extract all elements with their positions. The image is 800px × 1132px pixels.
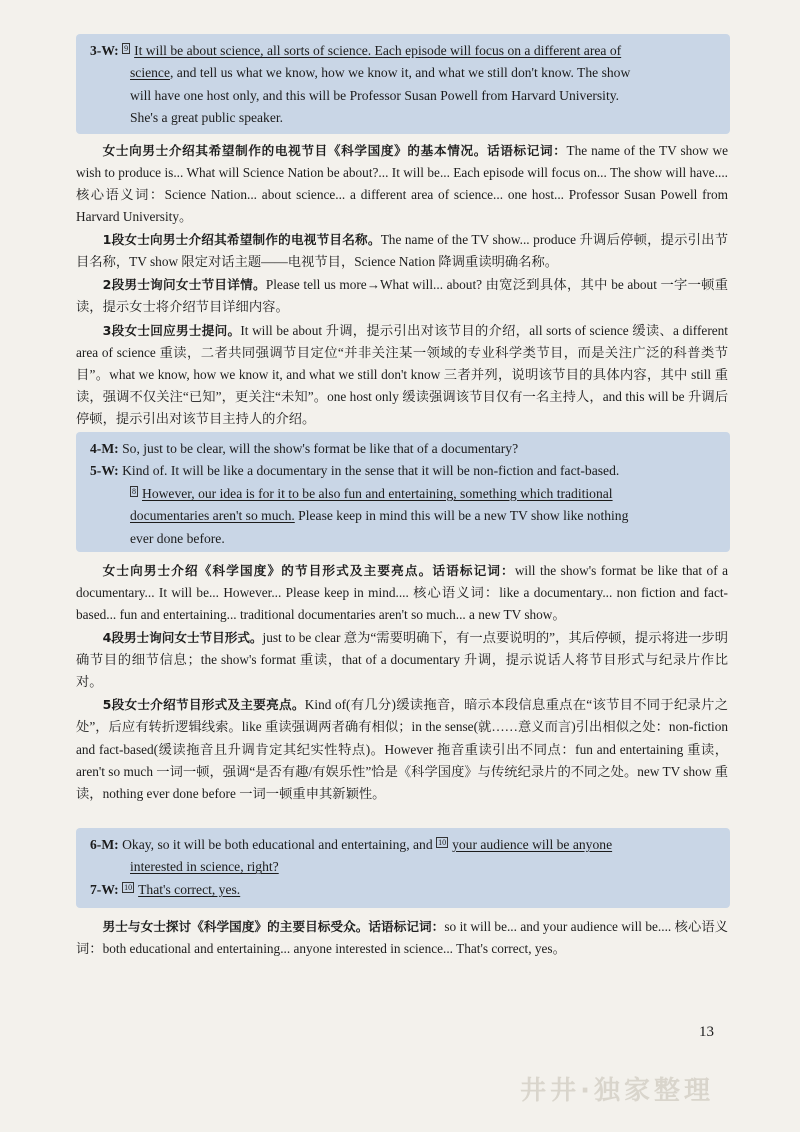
analysis-text: just to be clear 意为“需要明确下，有一点要说明的”，其后停顿，提示将进一步明确节目的细节信息；the show's format 重读，that of a documentary 升调，提示说话人将节目形式与纪录片作比对。 <box>76 630 728 690</box>
dialog-text: Please keep in mind this will be a new TV show like nothing <box>294 508 629 524</box>
analysis-heading: 3段女士回应男士提问。 <box>102 322 241 338</box>
key-sentence: That's correct, yes. <box>138 881 241 897</box>
analysis-heading: 2段男士询问女士节目详情。 <box>102 277 266 293</box>
analysis-section-3 <box>76 916 728 961</box>
speaker-label: 5-W: <box>90 463 119 479</box>
dialog-line: ever done before. <box>130 530 225 546</box>
dialog-line <box>90 40 716 62</box>
analysis-paragraph <box>76 274 728 318</box>
dialog-line: will have one host only, and this will be Professor Susan Powell from Harvard University. <box>130 87 620 103</box>
key-sentence: interested in science, right? <box>130 859 279 875</box>
dialog-line <box>90 438 716 460</box>
analysis-heading: 女士向男士介绍其希望制作的电视节目《科学国度》的基本情况。话语标记词： <box>102 143 567 158</box>
analysis-paragraph <box>76 320 728 430</box>
dialog-box-2 <box>76 432 730 552</box>
dialog-line <box>90 483 716 505</box>
dialog-line: She's a great public speaker. <box>130 110 284 126</box>
analysis-paragraph <box>76 229 728 273</box>
dialog-line <box>90 62 716 84</box>
analysis-section-2 <box>76 560 728 806</box>
key-sentence: science <box>130 65 170 81</box>
analysis-heading: 1段女士向男士介绍其希望制作的电视节目名称。 <box>102 232 381 248</box>
analysis-heading: 女士向男士介绍《科学国度》的节目形式及主要亮点。话语标记词： <box>102 563 515 578</box>
dialog-box-1 <box>76 34 730 134</box>
analysis-text: Please tell us more→What will... about? 由宽泛到具体，其中 be about 一字一顿重读，提示女士将介绍节目详细内容。 <box>76 277 728 315</box>
speaker-label: 3-W: <box>90 43 119 58</box>
footer-watermark: 井井·独家整理 <box>520 1076 714 1106</box>
dialog-text: Kind of. It will be like a documentary in the sense that it will be non-fiction and fact-based. <box>122 463 620 479</box>
question-number-badge: 10 <box>124 882 133 892</box>
dialog-text: , and tell us what we know, how we know it, and what we still don't know. The show <box>170 65 631 81</box>
key-sentence: It will be about science, all sorts of science. Each episode will focus on a different area of <box>134 43 622 58</box>
analysis-text: The name of the TV show we wish to produce is... What will Science Nation be about?... It will be... Each episode will focus on... The show will have.... 核心语义词：Science Nation... about science... a different area of science... one host... Professor Susan Powell from Harvard University。 <box>76 143 729 225</box>
speaker-label: 4-M: <box>90 441 119 456</box>
analysis-paragraph <box>76 627 728 693</box>
speaker-label: 6-M: <box>90 837 119 852</box>
analysis-text: will the show's format be like that of a documentary... It will be... However... Please keep in mind.... 核心语义词：like a documentary... non fiction and fact-based... fun and entertaining... traditional documentaries aren't so much... a new TV show。 <box>76 563 729 623</box>
page-number: 13 <box>699 1024 714 1040</box>
analysis-text: so it will be... and your audience will be.... 核心语义词：both educational and entertaining... anyone interested in science... That's correct, yes。 <box>76 919 729 957</box>
analysis-text: Kind of(有几分)缓读拖音，暗示本段信息重点在“该节目不同于纪录片之处”，后应有转折逻辑线索。like 重读强调两者确有相似；in the sense(就……意义而言)引出相似之处：non-fiction and fact-based(缓读拖音且升调肯定其纪实性特点)。However 拖音重读引出不同点：fun and entertaining 重读，aren't so much 一词一顿，强调“是否有趣/有娱乐性”恰是《科学国度》与传统纪录片的不同之处。new TV show 重读，nothing ever done before 一词一顿重申其新颖性。 <box>76 697 728 801</box>
key-sentence: However, our idea is for it to be also fun and entertaining, something which traditional <box>142 485 613 501</box>
analysis-paragraph <box>76 560 728 626</box>
dialog-line <box>90 856 716 878</box>
analysis-paragraph <box>76 140 728 228</box>
dialog-text: So, just to be clear, will the show's format be like that of a documentary? <box>122 441 519 456</box>
analysis-text: It will be about 升调，提示引出对该节目的介绍，all sorts of science 缓读、a different area of science 重读，二者共同强调节目定位“并非关注某一领域的专业科学类节目，而是关注广泛的科普类节目”。what we know, how we know it, and what we still don't know 三者并列，说明该节目的具体内容，其中 still 重读，强调不仅关注“已知”，更关注“未知”。one host only 缓读强调该节目仅有一名主持人，and this will be 升调后停顿，提示引出对该节目主持人的介绍。 <box>76 322 728 426</box>
analysis-heading: 男士与女士探讨《科学国度》的主要目标受众。话语标记词： <box>102 919 445 934</box>
analysis-paragraph <box>76 694 728 804</box>
question-number-badge: 9 <box>124 44 129 53</box>
dialog-line <box>90 834 716 856</box>
dialog-line <box>90 460 716 482</box>
analysis-paragraph <box>76 916 728 960</box>
analysis-text: The name of the TV show... produce 升调后停顿，提示引出节目名称，TV show 限定对话主题——电视节目，Science Nation 降调重读明确名称。 <box>76 232 729 270</box>
key-sentence: your audience will be anyone <box>452 837 613 852</box>
analysis-heading: 5段女士介绍节目形式及主要亮点。 <box>102 697 305 713</box>
dialog-box-3 <box>76 828 730 908</box>
analysis-section-1 <box>76 140 728 431</box>
question-number-badge: 8 <box>132 486 136 496</box>
dialog-text: Okay, so it will be both educational and entertaining, and <box>122 837 433 852</box>
key-sentence: documentaries aren't so much. <box>130 508 295 524</box>
question-number-badge: 10 <box>438 838 447 847</box>
dialog-line <box>90 505 716 527</box>
analysis-heading: 4段男士询问女士节目形式。 <box>102 630 263 646</box>
speaker-label: 7-W: <box>90 881 119 897</box>
dialog-line <box>90 879 716 901</box>
